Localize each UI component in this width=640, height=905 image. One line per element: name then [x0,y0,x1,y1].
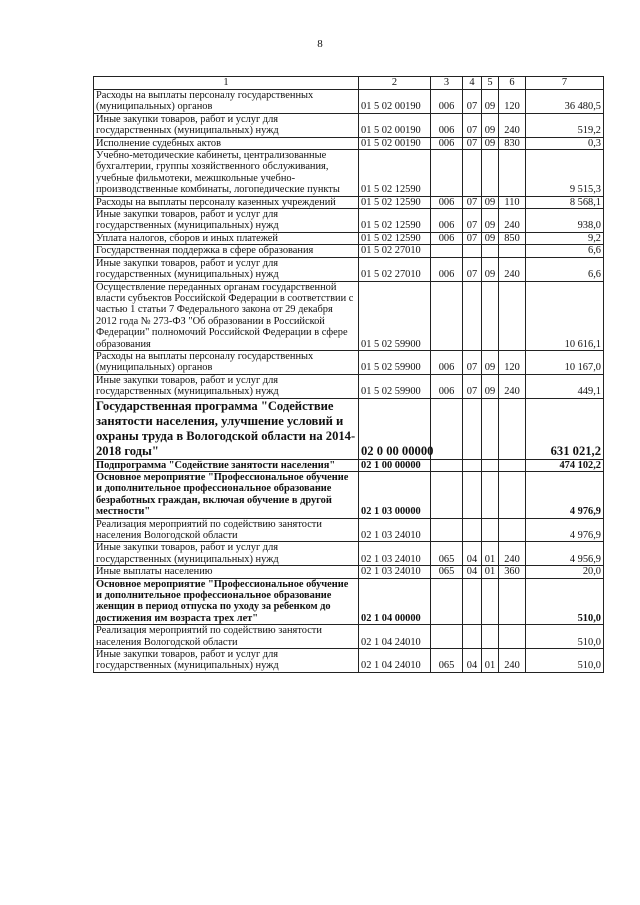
table-row [94,196,604,208]
row-amount-cell: 510,0 [526,578,604,625]
table-row [94,113,604,137]
row-section-cell: 04 [463,649,482,673]
row-subsection-cell [482,281,499,350]
row-subsection-cell [482,471,499,518]
row-code-cell: 02 1 03 24010 [359,566,431,578]
row-code-cell: 01 5 02 00190 [359,113,431,137]
row-amount-cell: 9 515,3 [526,150,604,197]
table-row [94,542,604,566]
row-amount-cell: 8 568,1 [526,196,604,208]
row-type-cell: 120 [499,90,526,114]
row-section-cell: 04 [463,566,482,578]
row-name-cell: Расходы на выплаты персоналу государственных (муниципальных) органов [94,90,359,114]
row-code-cell: 01 5 02 27010 [359,245,431,257]
row-code-cell: 02 1 04 24010 [359,649,431,673]
row-amount-cell: 519,2 [526,113,604,137]
row-agency-cell [431,245,463,257]
row-code-cell: 01 5 02 27010 [359,257,431,281]
row-type-cell [499,245,526,257]
row-type-cell: 240 [499,257,526,281]
row-subsection-cell [482,398,499,459]
table-row [94,578,604,625]
page-number: 8 [317,38,323,50]
row-subsection-cell: 09 [482,374,499,398]
row-section-cell [463,471,482,518]
row-type-cell [499,625,526,649]
row-subsection-cell [482,459,499,471]
row-agency-cell: 006 [431,257,463,281]
header-cell: 3 [431,77,463,90]
header-cell: 6 [499,77,526,90]
row-section-cell: 07 [463,90,482,114]
row-agency-cell [431,518,463,542]
row-agency-cell [431,578,463,625]
row-subsection-cell: 09 [482,232,499,244]
row-name-cell: Основное мероприятие "Профессиональное обучение и дополнительное профессиональное образование женщин в период отпуска по уходу за ребенком до достижения им возраста трех лет" [94,578,359,625]
row-section-cell: 04 [463,542,482,566]
table-row [94,137,604,149]
row-amount-cell: 631 021,2 [526,398,604,459]
table-row [94,649,604,673]
row-amount-cell: 10 167,0 [526,350,604,374]
row-agency-cell: 006 [431,374,463,398]
row-type-cell: 240 [499,542,526,566]
header-cell: 7 [526,77,604,90]
row-agency-cell: 006 [431,232,463,244]
row-name-cell: Иные закупки товаров, работ и услуг для государственных (муниципальных) нужд [94,113,359,137]
row-amount-cell: 0,3 [526,137,604,149]
row-type-cell [499,459,526,471]
row-amount-cell: 36 480,5 [526,90,604,114]
row-subsection-cell: 09 [482,209,499,233]
row-type-cell: 110 [499,196,526,208]
table-row [94,398,604,459]
row-code-cell: 02 1 04 00000 [359,578,431,625]
row-section-cell: 07 [463,137,482,149]
row-subsection-cell: 01 [482,542,499,566]
row-amount-cell: 4 976,9 [526,471,604,518]
row-code-cell: 01 5 02 59900 [359,281,431,350]
row-subsection-cell [482,518,499,542]
table-row [94,459,604,471]
row-code-cell: 02 1 03 24010 [359,518,431,542]
row-amount-cell: 9,2 [526,232,604,244]
row-code-cell: 01 5 02 12590 [359,150,431,197]
row-type-cell: 120 [499,350,526,374]
row-agency-cell: 006 [431,90,463,114]
row-name-cell: Учебно-методические кабинеты, централизованные бухгалтерии, группы хозяйственного обслуживания, учебные фильмотеки, межшкольные учебно-производственные комбинаты, логопедические пункты [94,150,359,197]
row-agency-cell [431,459,463,471]
row-subsection-cell [482,150,499,197]
row-agency-cell [431,471,463,518]
row-name-cell: Подпрограмма "Содействие занятости населения" [94,459,359,471]
row-section-cell [463,281,482,350]
header-cell: 2 [359,77,431,90]
row-section-cell [463,578,482,625]
table-row [94,150,604,197]
table-row [94,245,604,257]
row-code-cell: 01 5 02 59900 [359,374,431,398]
row-name-cell: Реализация мероприятий по содействию занятости населения Вологодской области [94,518,359,542]
row-amount-cell: 510,0 [526,625,604,649]
row-amount-cell: 4 976,9 [526,518,604,542]
row-section-cell [463,625,482,649]
row-name-cell: Иные закупки товаров, работ и услуг для государственных (муниципальных) нужд [94,649,359,673]
row-amount-cell: 474 102,2 [526,459,604,471]
row-agency-cell: 006 [431,350,463,374]
row-section-cell [463,459,482,471]
table-row [94,518,604,542]
row-code-cell: 02 1 03 00000 [359,471,431,518]
row-amount-cell: 10 616,1 [526,281,604,350]
row-name-cell: Исполнение судебных актов [94,137,359,149]
row-subsection-cell: 09 [482,257,499,281]
row-code-cell: 01 5 02 12590 [359,232,431,244]
row-name-cell: Иные выплаты населению [94,566,359,578]
table-row [94,471,604,518]
row-section-cell: 07 [463,350,482,374]
row-section-cell [463,518,482,542]
row-code-cell: 02 1 04 24010 [359,625,431,649]
row-code-cell: 01 5 02 00190 [359,90,431,114]
row-section-cell: 07 [463,113,482,137]
row-section-cell: 07 [463,196,482,208]
row-type-cell: 240 [499,374,526,398]
row-type-cell [499,398,526,459]
row-name-cell: Иные закупки товаров, работ и услуг для государственных (муниципальных) нужд [94,374,359,398]
row-agency-cell: 065 [431,542,463,566]
row-type-cell: 240 [499,113,526,137]
row-section-cell [463,245,482,257]
table-row [94,90,604,114]
row-amount-cell: 20,0 [526,566,604,578]
row-type-cell [499,578,526,625]
row-amount-cell: 4 956,9 [526,542,604,566]
header-cell: 1 [94,77,359,90]
row-agency-cell: 006 [431,137,463,149]
row-amount-cell: 938,0 [526,209,604,233]
row-name-cell: Расходы на выплаты персоналу государственных (муниципальных) органов [94,350,359,374]
row-agency-cell: 006 [431,113,463,137]
table-row [94,209,604,233]
row-subsection-cell: 01 [482,649,499,673]
row-agency-cell: 006 [431,209,463,233]
row-name-cell: Уплата налогов, сборов и иных платежей [94,232,359,244]
row-code-cell: 01 5 02 00190 [359,137,431,149]
row-type-cell: 240 [499,209,526,233]
table-row [94,281,604,350]
row-subsection-cell: 09 [482,137,499,149]
row-type-cell [499,150,526,197]
row-code-cell: 01 5 02 12590 [359,196,431,208]
row-subsection-cell: 09 [482,90,499,114]
row-subsection-cell [482,578,499,625]
row-code-cell: 01 5 02 12590 [359,209,431,233]
row-agency-cell: 065 [431,566,463,578]
row-section-cell: 07 [463,374,482,398]
table-row [94,257,604,281]
row-subsection-cell: 01 [482,566,499,578]
row-subsection-cell: 09 [482,196,499,208]
row-agency-cell [431,281,463,350]
row-type-cell [499,281,526,350]
row-section-cell [463,398,482,459]
row-type-cell [499,518,526,542]
row-name-cell: Иные закупки товаров, работ и услуг для государственных (муниципальных) нужд [94,209,359,233]
table-row [94,374,604,398]
table-row [94,350,604,374]
header-cell: 4 [463,77,482,90]
row-type-cell: 850 [499,232,526,244]
row-agency-cell: 065 [431,649,463,673]
row-amount-cell: 510,0 [526,649,604,673]
row-subsection-cell: 09 [482,113,499,137]
table-row [94,625,604,649]
row-code-cell: 01 5 02 59900 [359,350,431,374]
row-name-cell: Осуществление переданных органам государственной власти субъектов Российской Федерации в соответствии с частью 1 статьи 7 Федерального закона от 29 декабря 2012 года № 273-ФЗ "Об образовании в Российской Федерации" полномочий Российской Федерации в сфере образования [94,281,359,350]
header-cell: 5 [482,77,499,90]
table-row [94,566,604,578]
row-subsection-cell: 09 [482,350,499,374]
row-section-cell [463,150,482,197]
row-agency-cell: 006 [431,196,463,208]
row-name-cell: Расходы на выплаты персоналу казенных учреждений [94,196,359,208]
budget-table [93,76,604,673]
row-agency-cell [431,398,463,459]
row-agency-cell [431,625,463,649]
row-name-cell: Иные закупки товаров, работ и услуг для государственных (муниципальных) нужд [94,542,359,566]
row-type-cell: 360 [499,566,526,578]
row-section-cell: 07 [463,257,482,281]
row-name-cell: Основное мероприятие "Профессиональное обучение и дополнительное профессиональное образование безработных граждан, включая обучение в другой местности" [94,471,359,518]
row-name-cell: Реализация мероприятий по содействию занятости населения Вологодской области [94,625,359,649]
row-name-cell: Государственная программа "Содействие занятости населения, улучшение условий и охраны труда в Вологодской области на 2014-2018 годы" [94,398,359,459]
row-type-cell [499,471,526,518]
row-code-cell: 02 1 00 00000 [359,459,431,471]
row-section-cell: 07 [463,232,482,244]
row-subsection-cell [482,625,499,649]
row-type-cell: 830 [499,137,526,149]
row-amount-cell: 449,1 [526,374,604,398]
row-amount-cell: 6,6 [526,245,604,257]
table-header-row [94,77,604,90]
row-name-cell: Иные закупки товаров, работ и услуг для государственных (муниципальных) нужд [94,257,359,281]
row-amount-cell: 6,6 [526,257,604,281]
row-code-cell: 02 1 03 24010 [359,542,431,566]
row-code-cell: 02 0 00 00000 [359,398,431,459]
row-type-cell: 240 [499,649,526,673]
table-row [94,232,604,244]
row-section-cell: 07 [463,209,482,233]
row-agency-cell [431,150,463,197]
row-subsection-cell [482,245,499,257]
row-name-cell: Государственная поддержка в сфере образования [94,245,359,257]
